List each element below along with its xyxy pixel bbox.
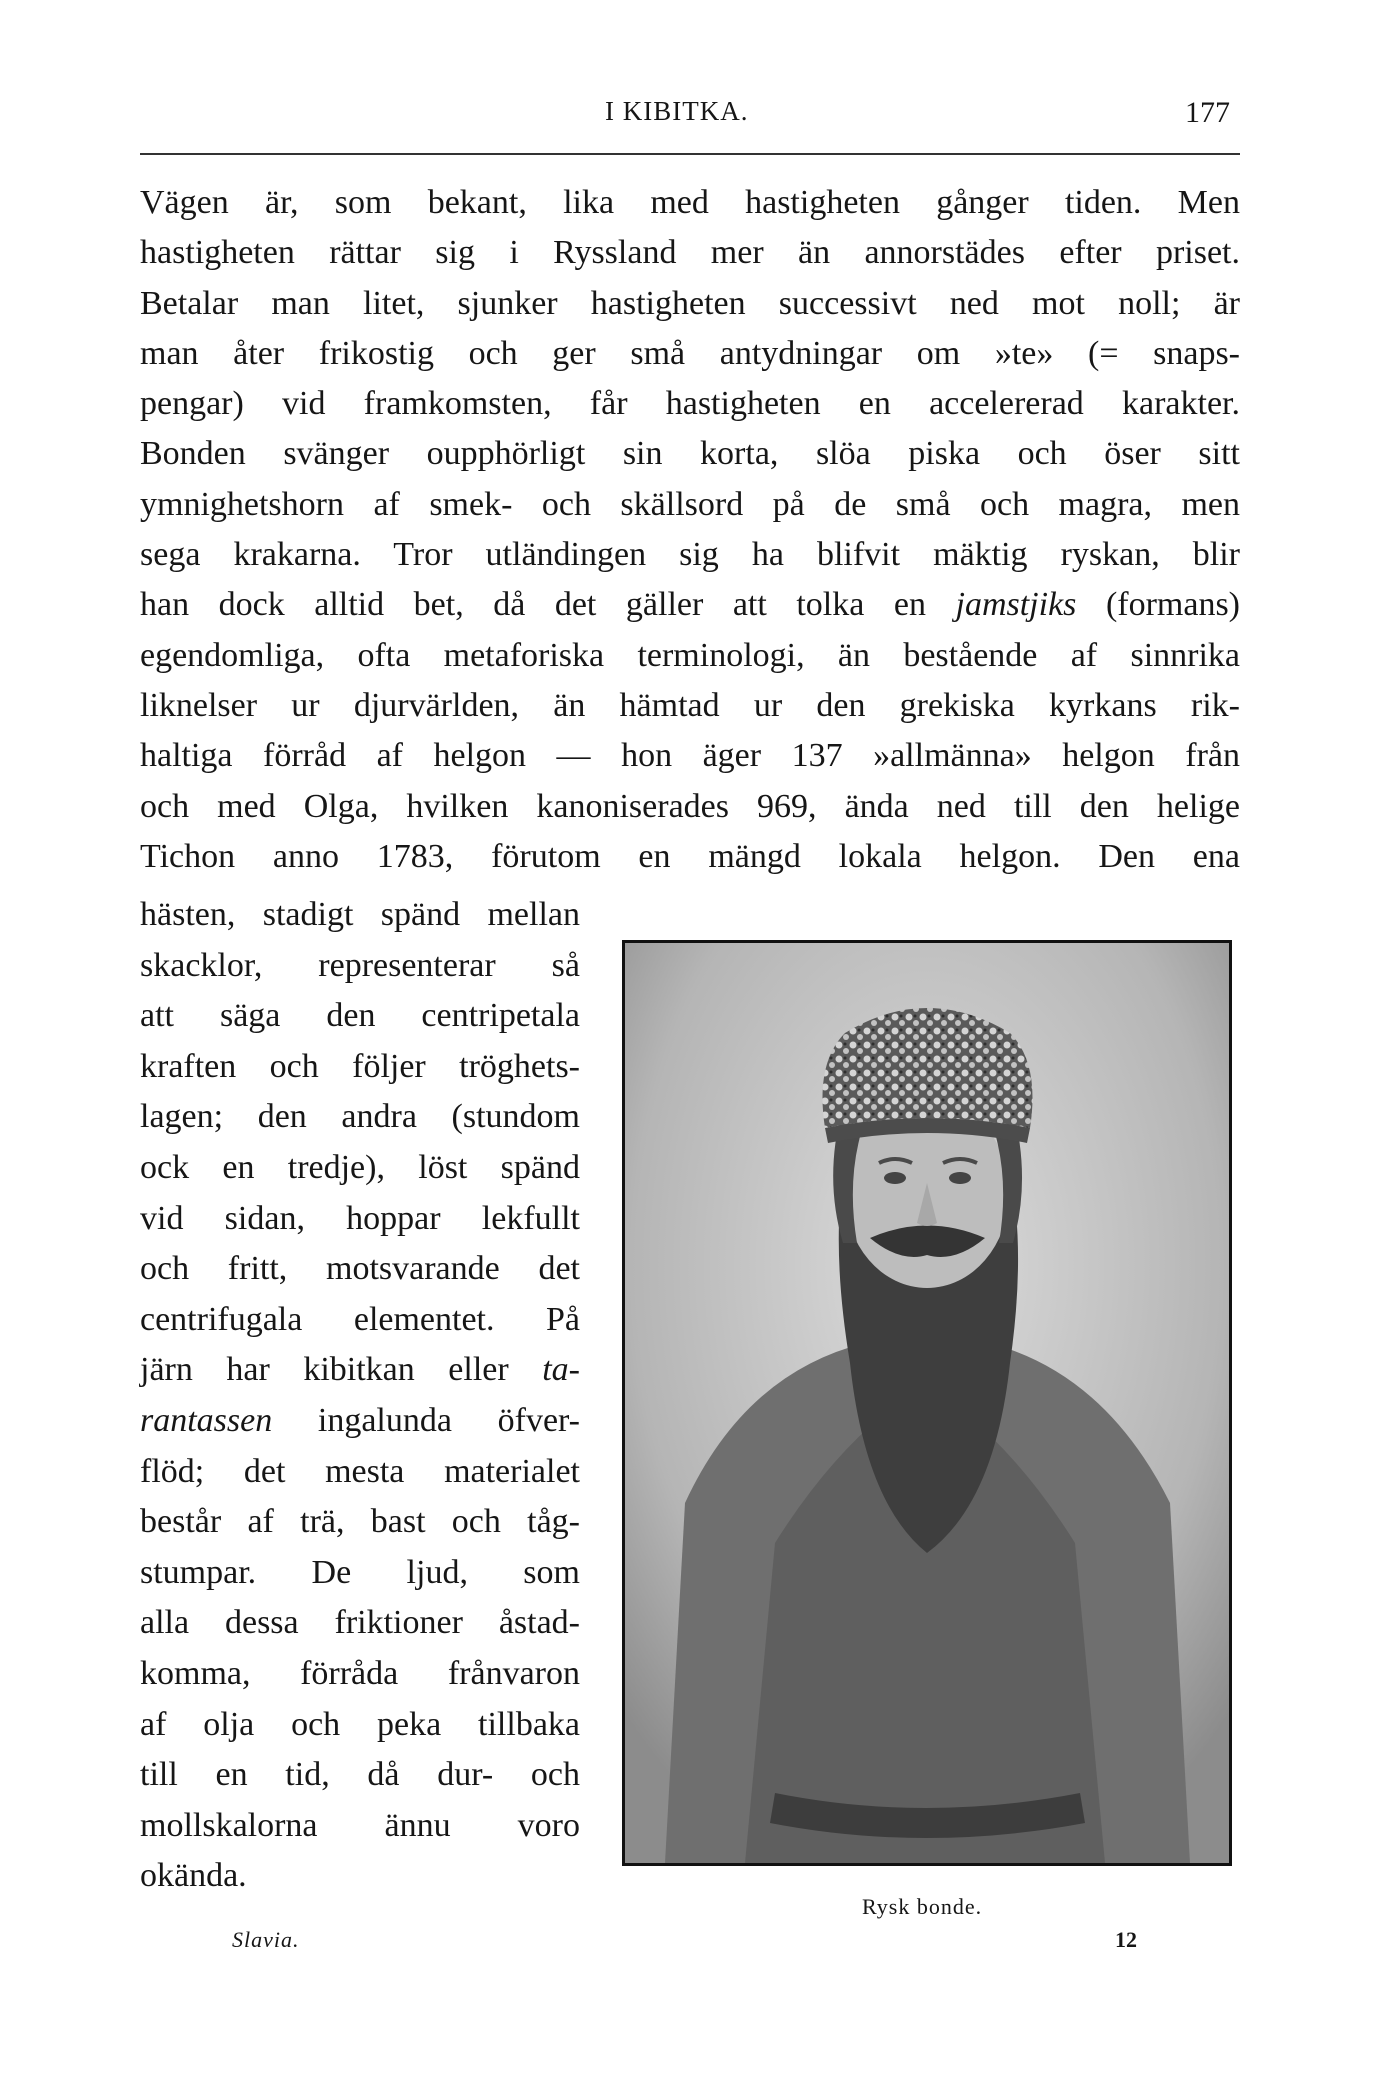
text-line: Tichon anno 1783, förutom en mängd lokala helgon. Den ena [140, 837, 1240, 875]
footer-signature: Slavia. [232, 1927, 300, 1952]
text-line: lagen; den andra (stundom [140, 1098, 580, 1136]
text-line: komma, förråda frånvaron [140, 1654, 580, 1692]
text-line: och med Olga, hvilken kanoniserades 969, ända ned till den helige [140, 787, 1240, 825]
running-head [140, 96, 1240, 136]
text-line: till en tid, då dur- och [140, 1756, 580, 1794]
text-line: okända. [140, 1857, 247, 1895]
text-line: pengar) vid framkomsten, får hastigheten en accelererad karakter. [140, 385, 1240, 423]
text-line: sega krakarna. Tror utländingen sig ha blifvit mäktig ryskan, blir [140, 536, 1240, 574]
header-rule [140, 153, 1240, 155]
text-line: skacklor, representerar så [140, 946, 580, 984]
text-line: består af trä, bast och tåg- [140, 1503, 580, 1541]
text-line: af olja och peka tillbaka [140, 1705, 580, 1743]
text-line: att säga den centripetala [140, 997, 580, 1035]
text-line: flöd; det mesta materialet [140, 1452, 580, 1490]
text-line: Bonden svänger oupphörligt sin korta, slöa piska och öser sitt [140, 435, 1240, 473]
figure-caption: Rysk bonde. [862, 1894, 983, 1919]
text-line: kraften och följer tröghets- [140, 1047, 580, 1085]
text-line: Vägen är, som bekant, lika med hastigheten gånger tiden. Men [140, 184, 1240, 221]
text-line: centrifugala elementet. På [140, 1300, 580, 1338]
text-line: järn har kibitkan eller ta- [140, 1351, 580, 1389]
footer-sheet-number: 12 [1115, 1927, 1137, 1952]
body-text-full-width [140, 178, 1240, 882]
text-line: man åter frikostig och ger små antydningar om »te» (= snaps- [140, 334, 1240, 372]
text-line: mollskalorna ännu voro [140, 1806, 580, 1844]
page-number: 177 [1185, 96, 1230, 129]
text-line: och fritt, motsvarande det [140, 1250, 580, 1288]
portrait-photo [622, 940, 1232, 1866]
portrait-illustration [625, 943, 1229, 1863]
text-line: egendomliga, ofta metaforiska terminologi, än bestående af sinnrika [140, 636, 1240, 674]
body-text-column [140, 890, 580, 1902]
text-line: vid sidan, hoppar lekfullt [140, 1199, 580, 1237]
text-line: hästen, stadigt spänd mellan [140, 896, 580, 933]
text-line: ock en tredje), löst spänd [140, 1148, 580, 1186]
text-line: hastigheten rättar sig i Ryssland mer än annorstädes efter priset. [140, 234, 1240, 272]
text-line: stumpar. De ljud, som [140, 1553, 580, 1591]
text-line: ymnighetshorn af smek- och skällsord på de små och magra, men [140, 485, 1240, 523]
text-line: liknelser ur djurvärlden, än hämtad ur den grekiska kyrkans rik- [140, 686, 1240, 724]
text-line: Betalar man litet, sjunker hastigheten successivt ned mot noll; är [140, 284, 1240, 322]
text-line: rantassen ingalunda öfver- [140, 1401, 580, 1439]
text-line: han dock alltid bet, då det gäller att tolka en jamstjiks (formans) [140, 586, 1240, 624]
text-line: alla dessa friktioner åstad- [140, 1604, 580, 1642]
text-line: haltiga förråd af helgon — hon äger 137 »allmänna» helgon från [140, 737, 1240, 775]
running-title: I KIBITKA. [605, 96, 749, 126]
